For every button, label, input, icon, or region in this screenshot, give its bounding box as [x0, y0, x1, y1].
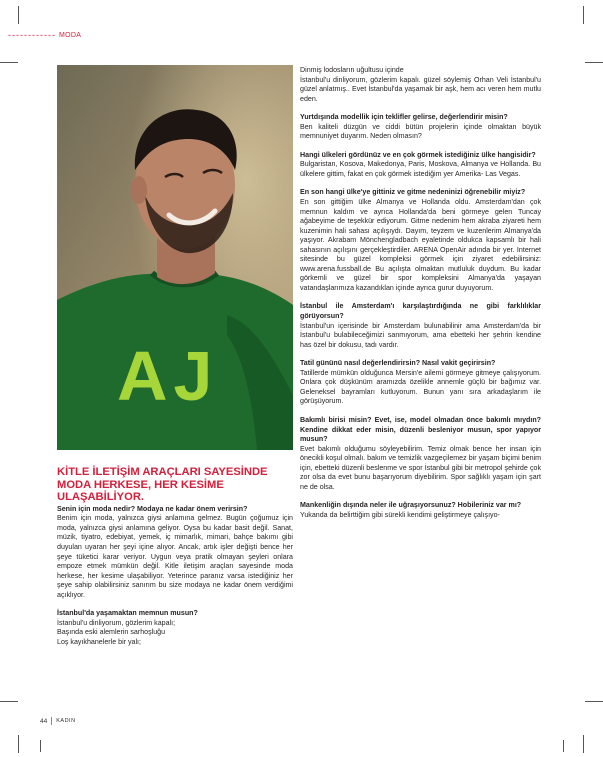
crop-mark: [563, 740, 564, 752]
page-number: 44: [40, 717, 48, 725]
question: Tatil gününü nasıl değerlendirirsin? Nasıl vakit geçirirsin?: [300, 359, 496, 368]
shirt-logo: AJ: [117, 337, 219, 415]
question: Senin için moda nedir? Modaya ne kadar önem verirsin?: [57, 504, 248, 513]
question: İstanbul'da yaşamaktan memnun musun?: [57, 609, 198, 618]
right-column: [300, 66, 541, 520]
crop-mark: [18, 735, 19, 753]
question: Bakımlı birisi misin? Evet, ise, model olmadan önce bakımlı mıydın? Kendine dikkat eder misin, düzenli besleniyor musun, spor yapıyor musun?: [300, 415, 541, 444]
paragraph-gap: [300, 142, 541, 151]
poem-line: İstanbul'u dinliyorum, gözlerim kapalı;: [57, 618, 176, 627]
paragraph-gap: [300, 350, 541, 359]
answer: Yukanda da belirttiğim gibi sürekli kendimi geliştirmeye çalışıyo-: [300, 510, 500, 519]
section-label: MODA: [58, 31, 82, 39]
answer: Benim için moda, yalnızca giysi anlamına gelmez. Bugün çoğumuz için moda, yalnızca giysi anlamına geliyor. Oysa bu kadar basit değil. Sanat, müzik, tiyatro, edebiyat, yemek, iç mimarlık, mimari, bahçe bakımı gibi duyulan uyaran her şeyi içine alıyor. Ancak, artık işler değişti bence her şeye tüketici karar veriyor. Uygun veya pratik olmayan şeyleri onlara empoze etmek mümkün değil. Kitle iletişim araçları sayesinde moda herkese, her kesime ulaşabiliyor. Yeterince paranız varsa istediğiniz her şeye sahip olabilirsiniz sanırım bu size modaya ne kadar önem verdiğimi açıklıyor.: [57, 514, 293, 599]
crop-mark: [18, 6, 19, 24]
model-photo-illustration: [57, 65, 293, 450]
answer: Evet bakımlı olduğumu söyleyebilirim. Temiz olmak bence her insan için önecikli koşul olmalı. bakım ve temizlik vazgeçilemez bir yaşam biçimi benim için, ebetteki düzenli beslenme ve spor İstanbul gibi bir metropol şehirde çok zor olsa da evet bunu başarıyorum diyebilirim. Spor sağlıklı yaşam için şart ne de olsa.: [300, 444, 541, 491]
crop-mark: [585, 701, 603, 702]
crop-mark: [583, 735, 584, 753]
section-rule: ------------: [8, 30, 56, 40]
answer: Bulgaristan, Kosova, Makedonya, Paris, Moskova, Almanya ve Hollanda. Bu ülkelere gittim, fakat en çok görmek istediğim yer Amerika- Las Vegas.: [300, 160, 541, 178]
answer: Tatillerde mümkün olduğunca Mersin'e ailemi görmeye gitmeye çalışıyorum. Onlara çok düşkünüm aramızda özelikle annemle güçlü bir bağımız var. Geleneksel bayramları kutluyorum. Bunun yanı sıra arkadaşlarım ile görüşüyorum.: [300, 368, 541, 406]
answer: İstanbul'u dinliyorum, gözlerim kapalı. güzel söylemiş Orhan Veli İstanbul'u güzel anlatmış.. Evet İstanbul'da yaşamak bir aşk, hem acı veren hem mutlu eden.: [300, 75, 541, 103]
paragraph-gap: [300, 407, 541, 416]
magazine-name: KADIN: [56, 718, 76, 724]
poem-line: Loş kayıkhanelerle bir yalı;: [57, 637, 141, 646]
pull-quote: KİTLE İLETİŞİM ARAÇLARI SAYESİNDE MODA HERKESE, HER KESİME ULAŞABİLİYOR.: [57, 466, 268, 504]
poem-line: Dinmiş lodosların uğultusu içinde: [300, 66, 404, 74]
section-header: [8, 30, 81, 40]
left-column: [57, 466, 293, 647]
answer: Ben kaliteli düzgün ve ciddi bütün projelerin içinde olmaktan büyük memnuniyet duyarım. Neden olmasın?: [300, 122, 541, 141]
footer-divider: [51, 717, 52, 725]
paragraph-gap: [57, 600, 293, 609]
question: Mankenliğin dışında neler ile uğraşıyorsunuz? Hobileriniz var mı?: [300, 501, 522, 510]
paragraph-gap: [300, 104, 541, 113]
crop-mark: [0, 62, 18, 63]
model-photo: [57, 65, 293, 450]
crop-mark: [585, 62, 603, 63]
question: En son hangi ülke'ye gittiniz ve gitme nedeninizi öğrenebilir miyiz?: [300, 188, 526, 197]
question: İstanbul ile Amsterdam'ı karşılaştırdığında ne gibi farklılıklar görüyorsun?: [300, 302, 541, 321]
question: Yurtdışında modellik için teklifler gelirse, değerlendirir misin?: [300, 113, 508, 122]
paragraph-gap: [300, 492, 541, 501]
crop-mark: [583, 6, 584, 24]
crop-mark: [0, 701, 18, 702]
page-footer: [40, 717, 76, 725]
poem-line: Başında eski alemlerin sarhoşluğu: [57, 628, 166, 637]
answer: İstanbul'un içerisinde bir Amsterdam bulunabilinir ama Amsterdam'da bir İstanbul'u bulabileceğimizi sanmıyorum, ama ebetteki her şehrin kendine has özel bir dokusu, tadı vardır.: [300, 321, 541, 349]
crop-mark: [40, 740, 41, 752]
answer: En son gittiğim ülke Almanya ve Hollanda oldu. Amsterdam'dan çok memnun kaldım ve ayrıca Hollanda'da beni görmeye gelen Tuncay ağabeyime de teşekkür ediyorum. Gitme nedenim hem akraba ziyareti hem kuzenimin hali sahası açılışıydı. Dayım, teyzem ve kuzenlerim Almanya'da yaşıyor. Akrabam Mönchengladbach eyaletinde oldukca kapsamlı bir hali sahasının açılışını gerçekleştirdiler. ARENA OpenAir adında bir yer. Internet sitesinde bu güzel kompleksi görmek için ziyaret edebilirsiniz: www.arena.fussball.de Bu açılışta olmaktan mutluluk duydum. Bu kadar görkemli ve güzel bir spor kompleksini Almanya'da yaşayan vatandaşlarımıza kazandıklan içinde ayrıca gurur duyuyorum.: [300, 198, 541, 292]
paragraph-gap: [300, 179, 541, 188]
question: Hangi ülkeleri gördünüz ve en çok görmek istediğiniz ülke hangisidir?: [300, 150, 536, 159]
